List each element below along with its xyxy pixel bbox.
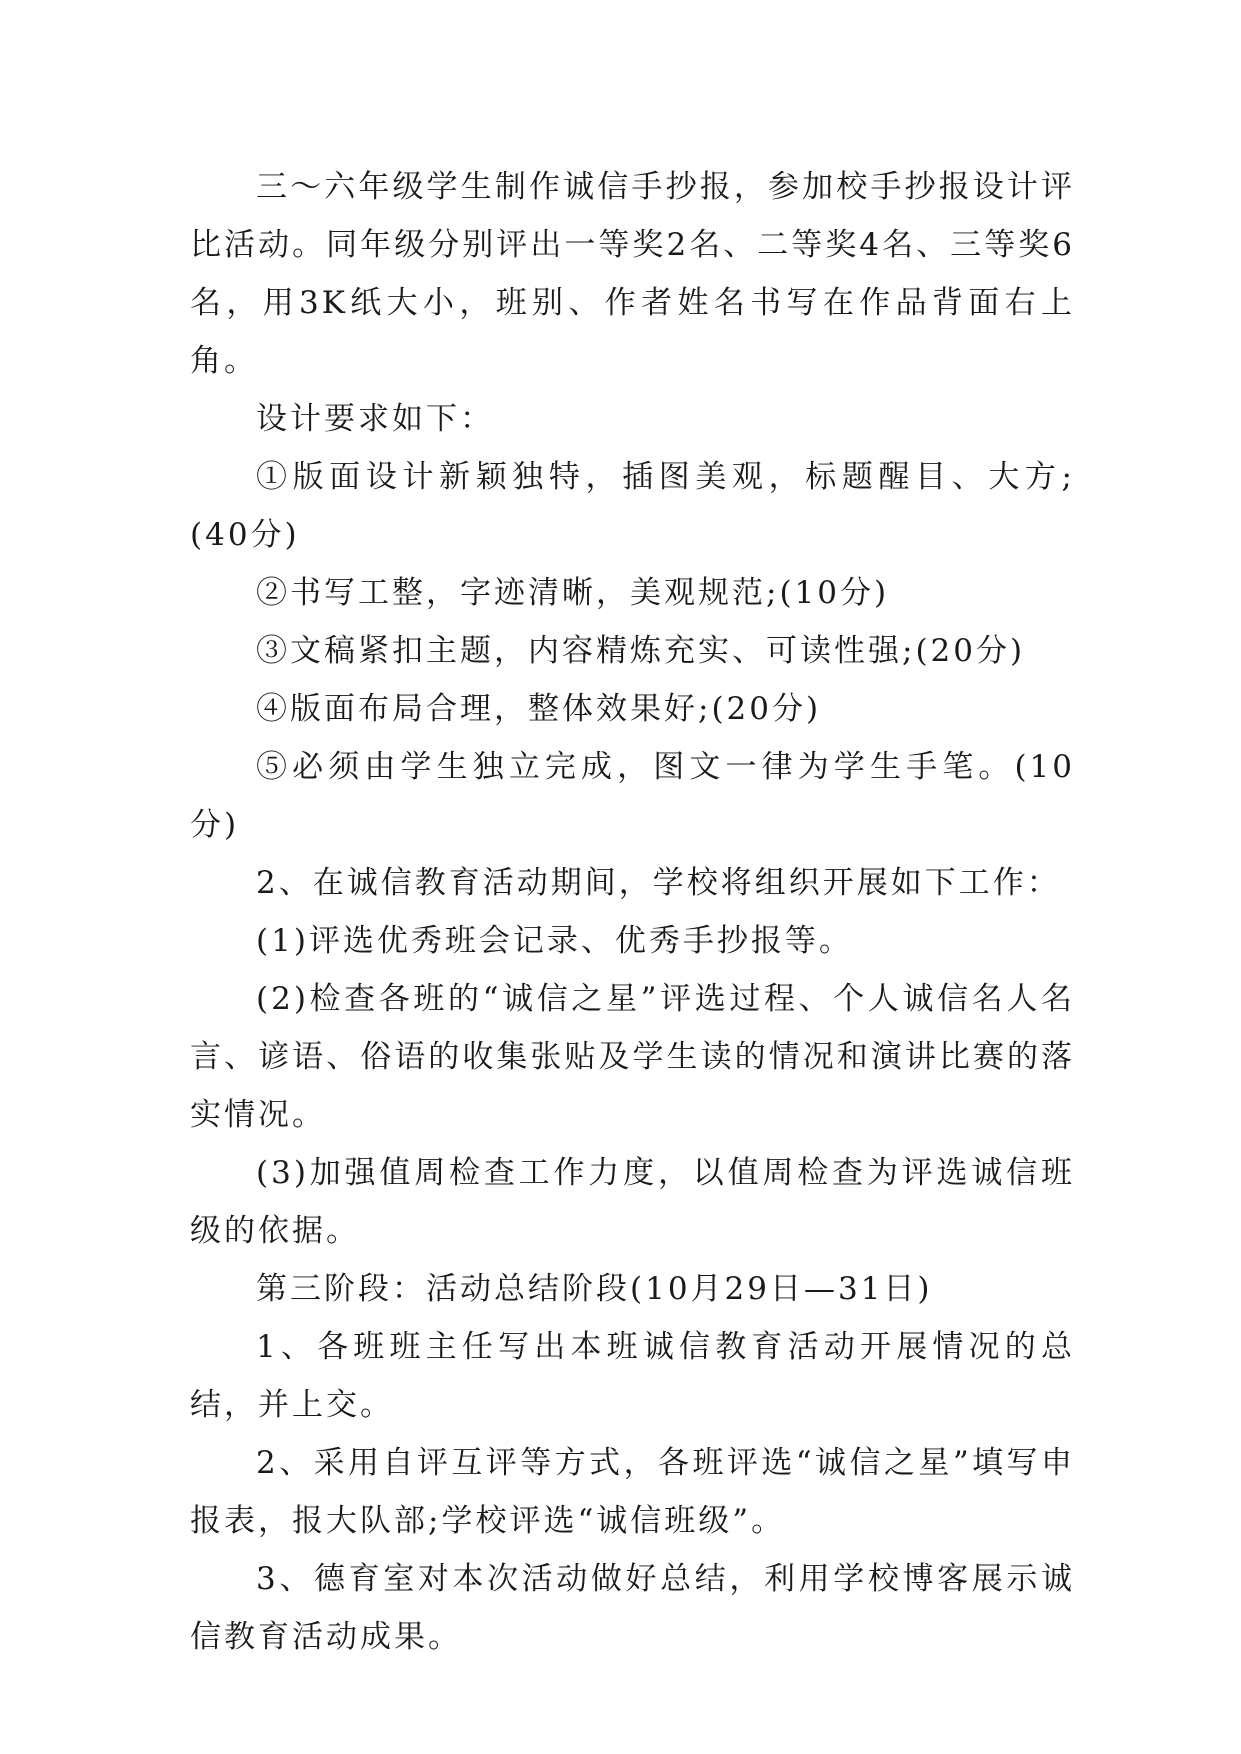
paragraph-work-item-1: (1)评选优秀班会记录、优秀手抄报等。 [256, 923, 853, 959]
paragraph-requirement-1: ①版面设计新颖独特，插图美观，标题醒目、大方;(40分) [190, 459, 1075, 553]
paragraph-requirement-3: ③文稿紧扣主题，内容精炼充实、可读性强;(20分) [256, 633, 1026, 669]
document-body [190, 158, 1075, 1666]
paragraph-requirement-5: ⑤必须由学生独立完成，图文一律为学生手笔。(10分) [190, 749, 1075, 843]
paragraph-requirement-2: ②书写工整，字迹清晰，美观规范;(10分) [256, 575, 890, 611]
paragraph-design-requirements: 设计要求如下： [256, 401, 494, 437]
paragraph-summary-item-1: 1、各班班主任写出本班诚信教育活动开展情况的总结，并上交。 [190, 1329, 1075, 1423]
paragraph-work-item-3: (3)加强值周检查工作力度，以值周检查为评选诚信班级的依据。 [190, 1155, 1075, 1249]
paragraph-summary-item-3: 3、德育室对本次活动做好总结，利用学校博客展示诚信教育活动成果。 [190, 1561, 1075, 1655]
paragraph-poster-contest: 三～六年级学生制作诚信手抄报，参加校手抄报设计评比活动。同年级分别评出一等奖2名、二等奖4名、三等奖6名，用3K纸大小，班别、作者姓名书写在作品背面右上角。 [190, 169, 1075, 379]
paragraph-stage-three-heading: 第三阶段：活动总结阶段(10月29日—31日) [256, 1271, 933, 1307]
paragraph-summary-item-2: 2、采用自评互评等方式，各班评选“诚信之星”填写申报表，报大队部;学校评选“诚信班级”。 [190, 1445, 1075, 1539]
paragraph-work-item-2: (2)检查各班的“诚信之星”评选过程、个人诚信名人名言、谚语、俗语的收集张贴及学生读的情况和演讲比赛的落实情况。 [190, 981, 1075, 1133]
paragraph-requirement-4: ④版面布局合理，整体效果好;(20分) [256, 691, 822, 727]
paragraph-activity-work: 2、在诚信教育活动期间，学校将组织开展如下工作： [256, 865, 1061, 901]
